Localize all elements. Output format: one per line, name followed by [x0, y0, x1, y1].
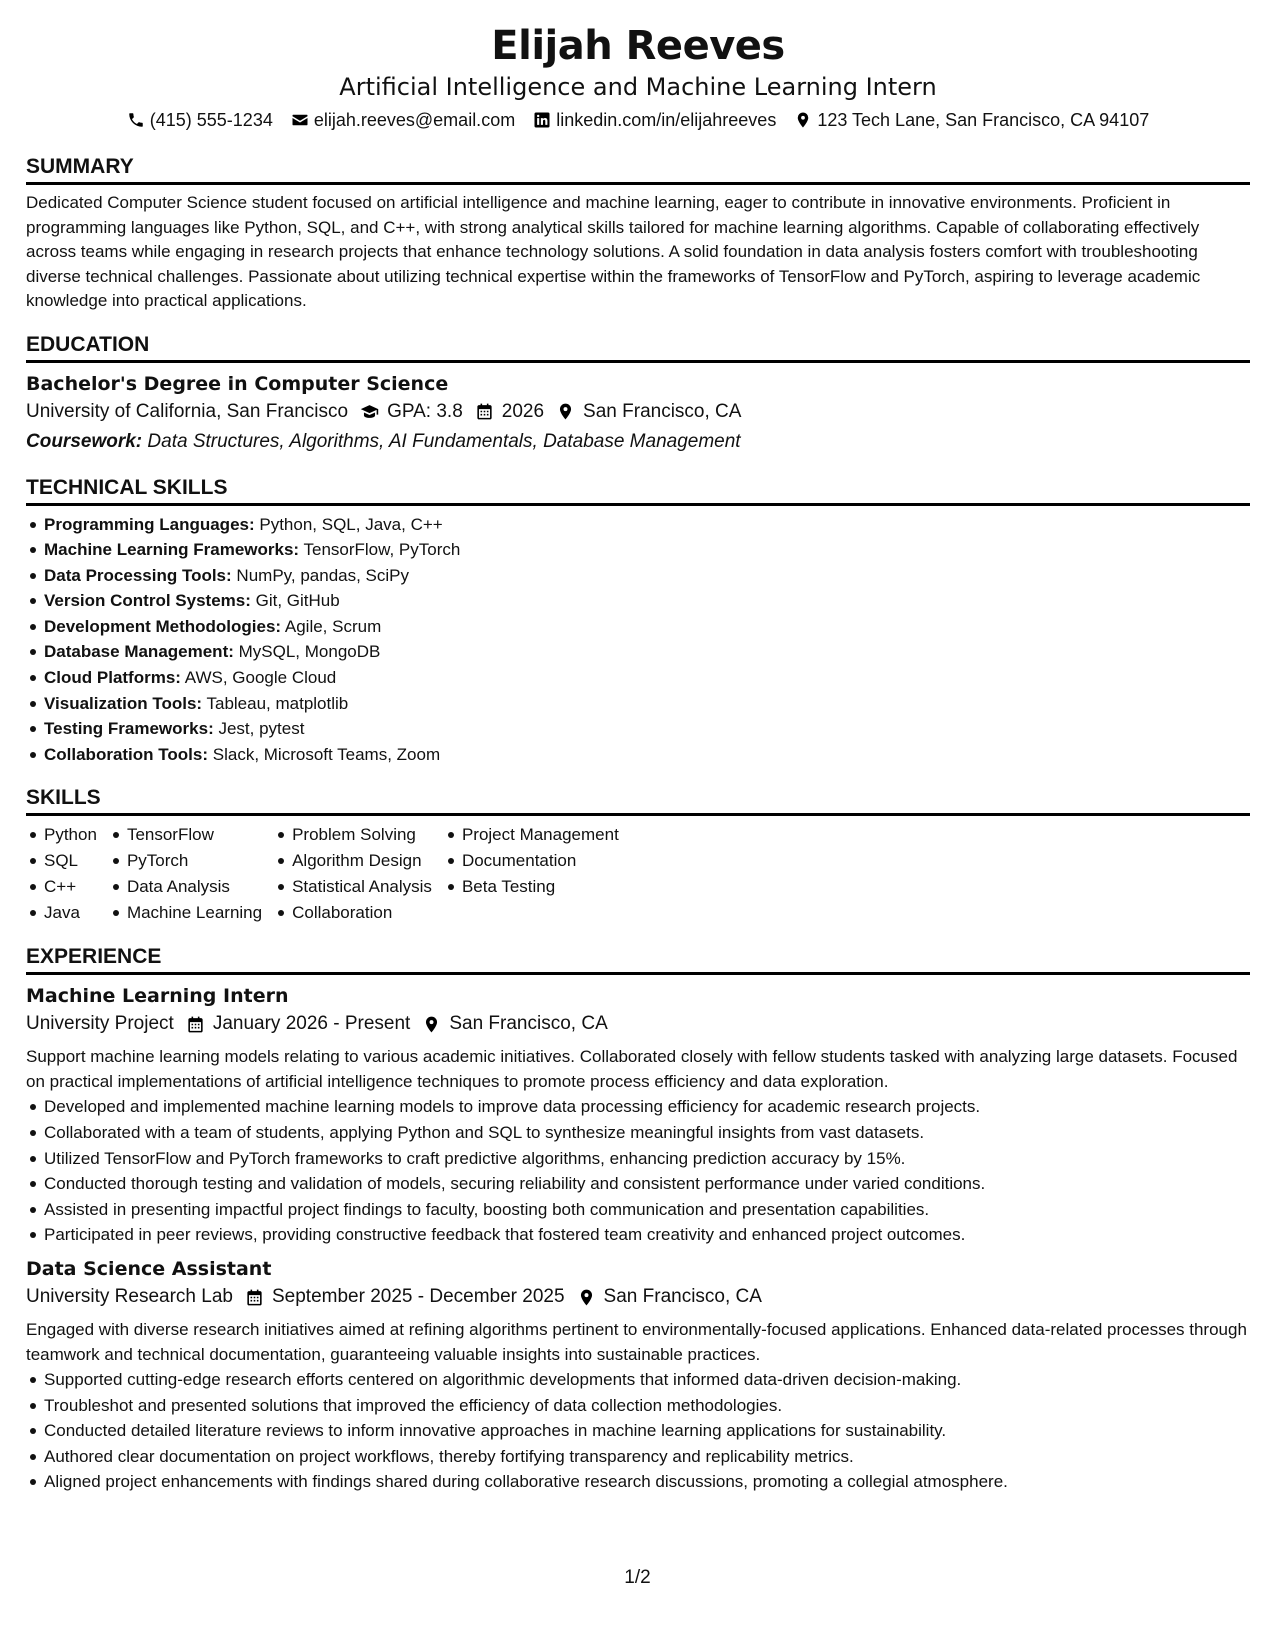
- graduation-cap-icon: [360, 402, 379, 421]
- contact-phone: [127, 108, 273, 132]
- map-pin-icon: [794, 111, 812, 129]
- list-item: Conducted thorough testing and validation of models, securing reliability and consistent performance under varied conditions.: [26, 1171, 1250, 1197]
- map-pin-icon: [556, 402, 575, 421]
- candidate-name: Elijah Reeves: [491, 23, 785, 69]
- list-item: [26, 639, 1250, 665]
- education-meta: [26, 397, 1250, 427]
- calendar-icon: [475, 402, 494, 421]
- job-bullets: [26, 1094, 1250, 1248]
- list-item: Documentation: [444, 848, 619, 874]
- job-location: [422, 1009, 607, 1039]
- skills-column: [444, 822, 619, 926]
- education-location: [556, 397, 741, 427]
- skill-label: Database Management:: [44, 642, 234, 662]
- list-item: Problem Solving: [274, 822, 432, 848]
- list-item: Collaborated with a team of students, applying Python and SQL to synthesize meaningful insights from vast datasets.: [26, 1120, 1250, 1146]
- job-meta: [26, 1282, 1250, 1312]
- experience-entry: [26, 983, 1250, 1248]
- list-item: Project Management: [444, 822, 619, 848]
- gpa-text: GPA: 3.8: [387, 400, 463, 422]
- linkedin-icon: [533, 111, 551, 129]
- page-indicator: 1/2: [624, 1567, 651, 1588]
- list-item: Data Analysis: [109, 874, 262, 900]
- skills-column: [109, 822, 262, 926]
- list-item: TensorFlow: [109, 822, 262, 848]
- contact-email[interactable]: [291, 108, 515, 132]
- job-dates: [245, 1282, 565, 1312]
- list-item: [26, 512, 1250, 538]
- contact-line: [26, 108, 1250, 132]
- summary-text: Dedicated Computer Science student focused on artificial intelligence and machine learning, eager to contribute in innovative environments. Proficient in programming languages like Python, SQL, and C++, with strong analytical skills tailored for machine learning algorithms. Capable of collaborating effectively across teams while engaging in research projects that enhance technology solutions. A solid foundation in data analysis fosters comfort with troubleshooting diverse technical challenges. Passionate about utilizing technical expertise within the frameworks of TensorFlow and PyTorch, aspiring to leverage academic knowledge into practical applications.: [26, 193, 1201, 310]
- job-org: [26, 1282, 233, 1312]
- list-item: Assisted in presenting impactful project findings to faculty, boosting both communication and presentation capabilities.: [26, 1197, 1250, 1223]
- skill-label: Programming Languages:: [44, 514, 255, 534]
- skill-value: Agile, Scrum: [284, 616, 382, 636]
- list-item: Aligned project enhancements with findings shared during collaborative research discussions, promoting a collegial atmosphere.: [26, 1469, 1250, 1495]
- list-item: [26, 563, 1250, 589]
- contact-linkedin[interactable]: [533, 108, 776, 132]
- school-name: [26, 397, 348, 427]
- org-text: University Project: [26, 1013, 174, 1035]
- email-link[interactable]: elijah.reeves@email.com: [313, 110, 516, 130]
- list-item: [26, 614, 1250, 640]
- envelope-icon: [291, 111, 309, 129]
- skill-label: Data Processing Tools:: [44, 565, 232, 585]
- skill-value: Tableau, matplotlib: [206, 693, 349, 713]
- phone-text: (415) 555-1234: [149, 110, 273, 130]
- list-item: Authored clear documentation on project workflows, thereby fortifying transparency and replicability metrics.: [26, 1444, 1250, 1470]
- job-meta: [26, 1009, 1250, 1039]
- map-pin-icon: [577, 1288, 596, 1307]
- list-item: Collaboration: [274, 900, 432, 926]
- list-item: [26, 588, 1250, 614]
- experience-entry: [26, 1256, 1250, 1495]
- list-item: [26, 537, 1250, 563]
- job-org: [26, 1009, 174, 1039]
- technical-skills-list: [26, 512, 1250, 768]
- list-item: Java: [26, 900, 97, 926]
- education-heading: EDUCATION: [26, 332, 1250, 363]
- job-bullets: [26, 1367, 1250, 1495]
- dates-text: January 2026 - Present: [212, 1013, 411, 1035]
- location-text: San Francisco, CA: [603, 1286, 762, 1307]
- list-item: Supported cutting-edge research efforts centered on algorithmic developments that informed data-driven decision-making.: [26, 1367, 1250, 1393]
- list-item: [26, 716, 1250, 742]
- org-text: University Research Lab: [26, 1286, 233, 1307]
- list-item: Python: [26, 822, 97, 848]
- skill-value: Slack, Microsoft Teams, Zoom: [212, 744, 441, 764]
- skill-label: Collaboration Tools:: [44, 744, 209, 764]
- calendar-icon: [245, 1288, 264, 1307]
- skill-label: Visualization Tools:: [44, 693, 203, 713]
- skill-value: Python, SQL, Java, C++: [259, 514, 443, 534]
- job-description: Support machine learning models relating to various academic initiatives. Collaborated closely with fellow students tasked with analyzing large datasets. Focused on practical implementations of artificial intelligence techniques to promote process efficiency and data exploration.: [26, 1047, 1238, 1091]
- education-location-text: San Francisco, CA: [583, 400, 742, 422]
- skill-label: Version Control Systems:: [44, 591, 251, 611]
- list-item: [26, 742, 1250, 768]
- candidate-title: Artificial Intelligence and Machine Learning Intern: [339, 73, 937, 101]
- skill-value: TensorFlow, PyTorch: [303, 540, 461, 560]
- skills-column: [274, 822, 432, 926]
- list-item: Conducted detailed literature reviews to inform innovative approaches in machine learning applications for sustainability.: [26, 1418, 1250, 1444]
- job-description: Engaged with diverse research initiatives aimed at refining algorithms pertinent to environmentally-focused applications. Enhanced data-related processes through teamwork and technical documentation, guaranteeing valuable insights into sustainable practices.: [26, 1320, 1247, 1364]
- skill-label: Cloud Platforms:: [44, 668, 181, 688]
- contact-address: [794, 108, 1149, 132]
- coursework-text: Data Structures, Algorithms, AI Fundamentals, Database Management: [147, 430, 741, 452]
- skills-heading: SKILLS: [26, 785, 1250, 816]
- list-item: Statistical Analysis: [274, 874, 432, 900]
- linkedin-link[interactable]: linkedin.com/in/elijahreeves: [556, 110, 777, 130]
- list-item: Algorithm Design: [274, 848, 432, 874]
- resume-page: [26, 20, 1250, 1495]
- graduation-year: [475, 397, 544, 427]
- location-text: San Francisco, CA: [449, 1013, 608, 1035]
- job-location: [577, 1282, 762, 1312]
- skill-label: Testing Frameworks:: [44, 719, 214, 739]
- job-title: Machine Learning Intern: [26, 985, 289, 1008]
- list-item: Utilized TensorFlow and PyTorch frameworks to craft predictive algorithms, enhancing prediction accuracy by 15%.: [26, 1146, 1250, 1172]
- list-item: C++: [26, 874, 97, 900]
- list-item: PyTorch: [109, 848, 262, 874]
- list-item: [26, 691, 1250, 717]
- list-item: Troubleshot and presented solutions that improved the efficiency of data collection methodologies.: [26, 1393, 1250, 1419]
- list-item: SQL: [26, 848, 97, 874]
- skills-column: [26, 822, 97, 926]
- job-title: Data Science Assistant: [26, 1258, 272, 1280]
- skill-value: AWS, Google Cloud: [184, 668, 337, 688]
- degree-title: Bachelor's Degree in Computer Science: [26, 372, 449, 395]
- skill-label: Machine Learning Frameworks:: [44, 540, 300, 560]
- list-item: [26, 665, 1250, 691]
- skills-grid: [26, 822, 1250, 926]
- coursework: [26, 427, 1250, 457]
- technical-skills-heading: TECHNICAL SKILLS: [26, 475, 1250, 506]
- skill-value: Git, GitHub: [255, 591, 340, 611]
- skill-value: Jest, pytest: [218, 719, 305, 739]
- list-item: Machine Learning: [109, 900, 262, 926]
- coursework-label: Coursework:: [26, 430, 143, 452]
- resume-header: [26, 20, 1250, 132]
- summary-heading: SUMMARY: [26, 154, 1250, 185]
- skill-label: Development Methodologies:: [44, 616, 282, 636]
- school-text: University of California, San Francisco: [26, 400, 349, 422]
- skill-value: MySQL, MongoDB: [238, 642, 381, 662]
- address-text: 123 Tech Lane, San Francisco, CA 94107: [817, 110, 1150, 130]
- skill-value: NumPy, pandas, SciPy: [236, 565, 410, 585]
- calendar-icon: [186, 1015, 205, 1034]
- list-item: Participated in peer reviews, providing constructive feedback that fostered team creativity and enhanced project outcomes.: [26, 1222, 1250, 1248]
- dates-text: September 2025 - December 2025: [271, 1286, 565, 1307]
- map-pin-icon: [422, 1015, 441, 1034]
- job-dates: [186, 1009, 411, 1039]
- phone-icon: [127, 111, 145, 129]
- gpa: [360, 397, 463, 427]
- list-item: Beta Testing: [444, 874, 619, 900]
- list-item: Developed and implemented machine learning models to improve data processing efficiency for academic research projects.: [26, 1094, 1250, 1120]
- experience-heading: EXPERIENCE: [26, 944, 1250, 975]
- year-text: 2026: [501, 400, 545, 422]
